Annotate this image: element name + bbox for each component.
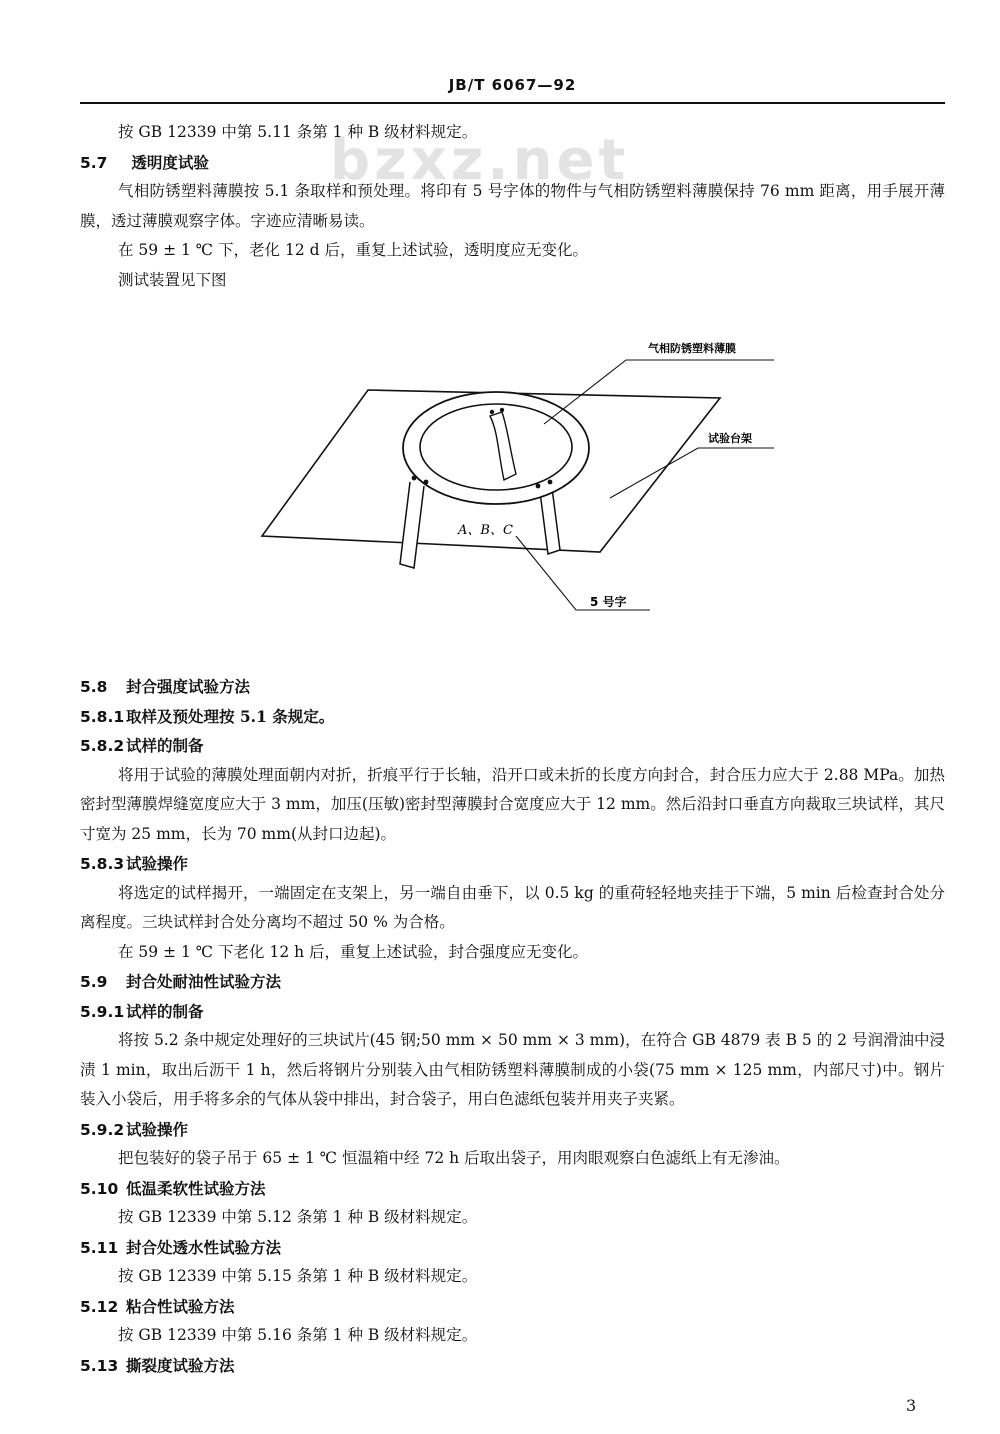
section-number: 5.9.2 — [80, 1120, 125, 1139]
paragraph: 将选定的试样揭开，一端固定在支架上，另一端自由垂下，以 0.5 kg 的重荷轻轻地夹挂于下端，5 min 后检查封合处分离程度。三块试样封合处分离均不超过 50 % 为合格。 — [80, 883, 945, 931]
section-heading — [80, 672, 945, 702]
section-title: 试样的制备 — [126, 1001, 204, 1021]
section-heading — [80, 1233, 945, 1263]
screw-dot — [412, 476, 417, 481]
paragraph-figure-reference: 测试装置见下图 — [118, 270, 227, 289]
section-heading — [80, 967, 945, 997]
paragraph: 按 GB 12339 中第 5.12 条第 1 种 B 级材料规定。 — [118, 1208, 478, 1226]
paragraph-transparency-aging: 在 59 ± 1 ℃ 下，老化 12 d 后，重复上述试验，透明度应无变化。 — [118, 241, 588, 259]
section-heading — [80, 1174, 945, 1204]
label-stand: 试验台架 — [708, 432, 752, 445]
section-number: 5.10 — [80, 1179, 119, 1198]
paragraph-transparency-method: 气相防锈塑料薄膜按 5.1 条取样和预处理。将印有 5 号字体的物件与气相防锈塑料薄膜保持 76 mm 距离，用手展开薄膜，透过薄膜观察字体。字迹应清晰易读。 — [80, 182, 945, 230]
paragraph: 将按 5.2 条中规定处理好的三块试片(45 钢;50 mm × 50 mm × 3 mm)，在符合 GB 4879 表 B 5 的 2 号润滑油中浸渍 1 min，取出后沥干 1 h，然后将钢片分别装入由气相防锈塑料薄膜制成的小袋(75 mm × 125 mm，内部尺寸)中。钢片装入小袋后，用手将多余的气体从袋中排出，封合袋子，用白色滤纸包装并用夹子夹紧。 — [80, 1031, 945, 1108]
section-number: 5.9 — [80, 973, 108, 991]
section-number: 5.8 — [80, 678, 108, 696]
section-number: 5.8.2 — [80, 737, 125, 755]
section-title: 试验操作 — [126, 854, 189, 873]
section-title: 取样及预处理按 5.1 条规定。 — [126, 706, 335, 726]
label-film: 气相防锈塑料薄膜 — [648, 342, 736, 355]
apparatus-drawing — [240, 320, 800, 650]
section-number: 5.8.1 — [80, 707, 125, 726]
paragraph: 把包装好的袋子吊于 65 ± 1 ℃ 恒温箱中经 72 h 后取出袋子，用肉眼观察白色滤纸上有无渗油。 — [118, 1149, 790, 1167]
gb-reference-text: 按 GB 12339 中第 5.11 条第 1 种 B 级材料规定。 — [118, 123, 478, 141]
section-title: 低温柔软性试验方法 — [126, 1178, 266, 1198]
screw-dot — [424, 480, 429, 485]
header-rule — [80, 102, 945, 104]
section-number: 5.11 — [80, 1238, 119, 1257]
label-font-size: 5 号字 — [590, 595, 627, 609]
section-title: 封合处透水性试验方法 — [126, 1237, 282, 1257]
page-body-sections — [80, 672, 945, 1380]
section-title: 试验操作 — [126, 1119, 189, 1139]
test-apparatus-figure — [240, 320, 800, 650]
section-heading — [80, 997, 945, 1027]
section-heading — [80, 1292, 945, 1322]
section-number: 5.13 — [80, 1356, 119, 1375]
paragraph: 在 59 ± 1 ℃ 下老化 12 h 后，重复上述试验，封合强度应无变化。 — [118, 942, 589, 961]
section-number: 5.9.1 — [80, 1002, 125, 1021]
section-title: 封合强度试验方法 — [126, 677, 251, 696]
paragraph: 按 GB 12339 中第 5.16 条第 1 种 B 级材料规定。 — [118, 1326, 478, 1344]
page-body-top — [80, 118, 945, 295]
leader-line-font-size — [516, 536, 650, 610]
watermark: bzxz.net — [330, 128, 630, 193]
paragraph: 将用于试验的薄膜处理面朝内对折，折痕平行于长轴，沿开口或未折的长度方向封合，封合压力应大于 2.88 MPa。加热密封型薄膜焊缝宽度应大于 3 mm，加压(压敏)密封型薄膜封合宽度应大于 12 mm。然后沿封口垂直方向裁取三块试样，其尺寸宽为 25 mm，长为 70 mm(从封口边起)。 — [80, 765, 945, 843]
label-abc: A、B、C — [458, 523, 513, 538]
section-heading — [80, 1351, 945, 1381]
section-number: 5.8.3 — [80, 855, 125, 873]
section-title: 试样的制备 — [126, 736, 204, 755]
leader-line-stand — [610, 448, 774, 498]
page-number: 3 — [906, 1396, 917, 1415]
section-heading — [80, 731, 945, 761]
screw-dot — [490, 410, 494, 414]
paragraph: 按 GB 12339 中第 5.15 条第 1 种 B 级材料规定。 — [118, 1267, 478, 1285]
section-number: 5.12 — [80, 1297, 119, 1316]
screw-dot — [536, 484, 541, 489]
screw-dot — [500, 408, 504, 412]
section-heading — [80, 849, 945, 879]
section-heading — [80, 702, 945, 732]
section-title: 透明度试验 — [131, 152, 209, 172]
section-heading — [80, 1115, 945, 1145]
section-title: 封合处耐油性试验方法 — [126, 972, 282, 991]
stand-leg-left — [400, 482, 424, 568]
screw-dot — [548, 480, 553, 485]
section-number: 5.7 — [80, 153, 108, 172]
section-title: 撕裂度试验方法 — [126, 1355, 235, 1375]
leader-line-film — [544, 360, 774, 424]
section-title: 粘合性试验方法 — [126, 1296, 235, 1316]
stand-leg-right — [540, 488, 560, 554]
section-heading-5-7 — [80, 148, 945, 178]
gb-reference-line — [80, 118, 945, 148]
document-code-header: JB/T 6067—92 — [448, 76, 577, 94]
